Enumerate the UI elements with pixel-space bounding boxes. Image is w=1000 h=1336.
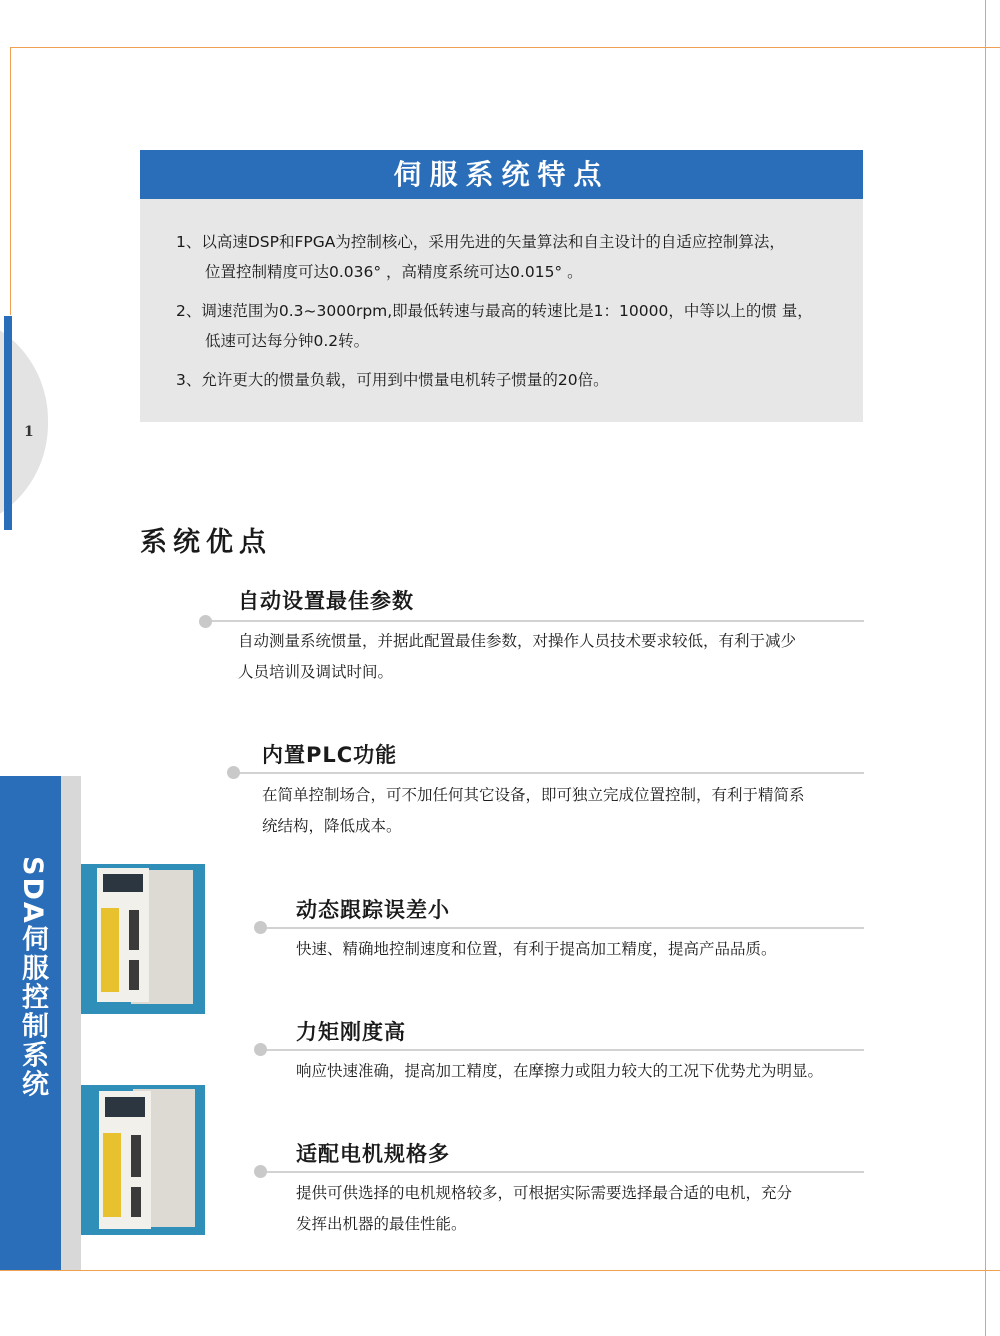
feature-2-line2: 低速可达每分钟0.2转。	[205, 332, 370, 350]
feature-2-line1: 2、调速范围为0.3~3000rpm,即最低转速与最高的转速比是1：10000，中等以上的惯 量，	[176, 302, 813, 320]
drive-1-warning-label	[101, 908, 119, 992]
advantage-3-rule	[262, 927, 864, 929]
feature-item-2	[176, 296, 836, 356]
advantage-4-rule	[262, 1049, 864, 1051]
advantage-1-line1: 自动测量系统惯量，并据此配置最佳参数，对操作人员技术要求较低，有利于减少	[238, 632, 797, 650]
page-tab-strip	[4, 316, 12, 530]
drive-2-connector	[131, 1135, 141, 1177]
drive-2-warning-label	[103, 1133, 121, 1217]
advantage-3-bullet	[254, 921, 267, 934]
advantage-4-text	[296, 1056, 823, 1087]
drive-1-display	[103, 874, 143, 892]
advantage-5-line1: 提供可供选择的电机规格较多，可根据实际需要选择最合适的电机，充分	[296, 1184, 793, 1202]
advantage-5-rule	[262, 1171, 864, 1173]
drive-1-connector-2	[129, 960, 139, 990]
advantage-5-bullet	[254, 1165, 267, 1178]
features-title: 伺服系统特点	[140, 150, 863, 199]
servo-drive-photo-1	[81, 864, 205, 1014]
advantage-3-title: 动态跟踪误差小	[296, 898, 450, 922]
drive-2-connector-2	[131, 1187, 141, 1217]
advantage-2-line1: 在简单控制场合，可不加任何其它设备，即可独立完成位置控制，有利于精简系	[262, 786, 805, 804]
right-edge-line	[985, 0, 986, 1336]
advantage-3-text	[296, 934, 777, 965]
servo-drive-photo-2	[81, 1085, 205, 1235]
feature-item-1	[176, 227, 836, 287]
advantage-5-line2: 发挥出机器的最佳性能。	[296, 1215, 467, 1233]
feature-1-line2: 位置控制精度可达0.036° ，高精度系统可达0.015° 。	[205, 263, 583, 281]
advantage-4-bullet	[254, 1043, 267, 1056]
top-trim-line	[10, 47, 1000, 48]
bottom-trim-line	[0, 1270, 1000, 1271]
advantage-1-text	[238, 626, 796, 688]
advantage-4-title: 力矩刚度高	[296, 1020, 406, 1044]
left-trim-line	[10, 47, 11, 315]
advantage-2-rule	[234, 772, 864, 774]
advantage-1-line2: 人员培训及调试时间。	[238, 663, 394, 681]
advantage-2-bullet	[227, 766, 240, 779]
advantages-title: 系统优点	[140, 527, 272, 558]
advantage-2-text	[262, 780, 805, 842]
advantage-3-line1: 快速、精确地控制速度和位置，有利于提高加工精度，提高产品品质。	[296, 940, 777, 958]
advantage-1-bullet	[199, 615, 212, 628]
drive-1-connector	[129, 910, 139, 950]
feature-3-line1: 3、允许更大的惯量负载，可用到中惯量电机转子惯量的20倍。	[176, 371, 609, 389]
advantage-5-title: 适配电机规格多	[296, 1142, 450, 1166]
page-number: 1	[24, 424, 34, 440]
feature-item-3	[176, 365, 836, 395]
drive-2-display	[105, 1097, 145, 1117]
advantage-2-line2: 统结构，降低成本。	[262, 817, 402, 835]
features-box	[140, 199, 863, 422]
side-banner-title: SDA伺服控制系统	[17, 856, 48, 1099]
advantage-4-line1: 响应快速准确，提高加工精度，在摩擦力或阻力较大的工况下优势尤为明显。	[296, 1062, 824, 1080]
advantage-1-title: 自动设置最佳参数	[238, 589, 414, 613]
side-banner-shadow	[61, 776, 81, 1270]
advantage-1-rule	[210, 620, 864, 622]
advantage-5-text	[296, 1178, 792, 1240]
feature-1-line1: 1、以高速DSP和FPGA为控制核心，采用先进的矢量算法和自主设计的自适应控制算法，	[176, 233, 785, 251]
advantage-2-title: 内置PLC功能	[262, 743, 398, 767]
